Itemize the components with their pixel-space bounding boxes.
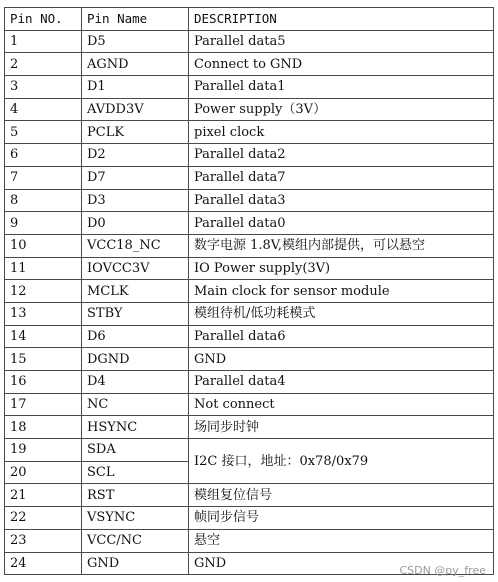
header-pin-no: Pin NO.: [5, 8, 82, 31]
table-row: [5, 393, 494, 416]
pin-description-cell: I2C 接口，地址：0x78/0x79: [189, 439, 494, 484]
pin-name-cell: GND: [82, 552, 189, 575]
pin-description-cell: 模组待机/低功耗模式: [189, 302, 494, 325]
pin-description-cell: 悬空: [189, 529, 494, 552]
table-row: [5, 439, 494, 462]
table-row: [5, 53, 494, 76]
pin-number-cell: 15: [5, 348, 82, 371]
pin-number-cell: 2: [5, 53, 82, 76]
pin-number-cell: 21: [5, 484, 82, 507]
pin-name-cell: D1: [82, 76, 189, 99]
table-row: [5, 234, 494, 257]
pin-name-cell: VSYNC: [82, 507, 189, 530]
pin-description-cell: Parallel data2: [189, 144, 494, 167]
pin-name-cell: STBY: [82, 302, 189, 325]
pin-description-cell: GND: [189, 348, 494, 371]
pin-number-cell: 20: [5, 461, 82, 484]
pin-number-cell: 13: [5, 302, 82, 325]
pin-name-cell: D6: [82, 325, 189, 348]
pin-number-cell: 16: [5, 371, 82, 394]
table-row: [5, 507, 494, 530]
pin-number-cell: 1: [5, 30, 82, 53]
pin-name-cell: SDA: [82, 439, 189, 462]
table-row: [5, 121, 494, 144]
table-row: [5, 144, 494, 167]
table-row: [5, 529, 494, 552]
table-header: [5, 8, 494, 31]
pin-name-cell: D7: [82, 166, 189, 189]
pin-description-cell: Parallel data3: [189, 189, 494, 212]
pin-number-cell: 17: [5, 393, 82, 416]
pin-name-cell: DGND: [82, 348, 189, 371]
pin-name-cell: AVDD3V: [82, 98, 189, 121]
pin-table: [4, 7, 494, 575]
pin-description-cell: Parallel data5: [189, 30, 494, 53]
pin-description-cell: Parallel data1: [189, 76, 494, 99]
pin-number-cell: 6: [5, 144, 82, 167]
pin-number-cell: 9: [5, 212, 82, 235]
table-row: [5, 30, 494, 53]
table-body: [5, 30, 494, 575]
pin-name-cell: MCLK: [82, 280, 189, 303]
pin-number-cell: 19: [5, 439, 82, 462]
table-row: [5, 212, 494, 235]
table-row: [5, 325, 494, 348]
pin-description-cell: Parallel data7: [189, 166, 494, 189]
pin-number-cell: 7: [5, 166, 82, 189]
pin-description-cell: Not connect: [189, 393, 494, 416]
table-row: [5, 76, 494, 99]
pin-name-cell: AGND: [82, 53, 189, 76]
pin-description-cell: Parallel data6: [189, 325, 494, 348]
pin-number-cell: 3: [5, 76, 82, 99]
pin-description-cell: pixel clock: [189, 121, 494, 144]
pin-number-cell: 14: [5, 325, 82, 348]
pin-name-cell: IOVCC3V: [82, 257, 189, 280]
pin-name-cell: D2: [82, 144, 189, 167]
pin-description-cell: GND: [189, 552, 494, 575]
table-row: [5, 166, 494, 189]
pin-description-cell: Power supply（3V）: [189, 98, 494, 121]
table-row: [5, 280, 494, 303]
table-row: [5, 416, 494, 439]
pin-name-cell: PCLK: [82, 121, 189, 144]
watermark: CSDN @py_free: [399, 564, 486, 577]
pin-number-cell: 10: [5, 234, 82, 257]
table-row: [5, 189, 494, 212]
pin-name-cell: D4: [82, 371, 189, 394]
pin-name-cell: HSYNC: [82, 416, 189, 439]
pin-number-cell: 5: [5, 121, 82, 144]
pin-number-cell: 22: [5, 507, 82, 530]
pin-number-cell: 8: [5, 189, 82, 212]
pin-number-cell: 12: [5, 280, 82, 303]
pin-description-cell: Parallel data0: [189, 212, 494, 235]
table-row: [5, 302, 494, 325]
pin-number-cell: 4: [5, 98, 82, 121]
pin-number-cell: 23: [5, 529, 82, 552]
table-row: [5, 484, 494, 507]
header-pin-name: Pin Name: [82, 8, 189, 31]
table-row: [5, 257, 494, 280]
pin-name-cell: D0: [82, 212, 189, 235]
header-description: DESCRIPTION: [189, 8, 494, 31]
pin-description-cell: 帧同步信号: [189, 507, 494, 530]
pin-description-cell: IO Power supply(3V): [189, 257, 494, 280]
pin-number-cell: 24: [5, 552, 82, 575]
pin-number-cell: 18: [5, 416, 82, 439]
pin-name-cell: RST: [82, 484, 189, 507]
pin-name-cell: SCL: [82, 461, 189, 484]
pin-description-cell: Parallel data4: [189, 371, 494, 394]
pin-name-cell: D5: [82, 30, 189, 53]
table-row: [5, 98, 494, 121]
pin-name-cell: VCC18_NC: [82, 234, 189, 257]
pin-name-cell: D3: [82, 189, 189, 212]
pin-description-cell: 场同步时钟: [189, 416, 494, 439]
table-row: [5, 348, 494, 371]
pin-number-cell: 11: [5, 257, 82, 280]
pin-description-cell: Connect to GND: [189, 53, 494, 76]
pin-description-cell: 模组复位信号: [189, 484, 494, 507]
pin-name-cell: VCC/NC: [82, 529, 189, 552]
pin-description-cell: 数字电源 1.8V,模组内部提供，可以悬空: [189, 234, 494, 257]
table-row: [5, 371, 494, 394]
header-row: [5, 8, 494, 31]
pin-name-cell: NC: [82, 393, 189, 416]
pin-description-cell: Main clock for sensor module: [189, 280, 494, 303]
